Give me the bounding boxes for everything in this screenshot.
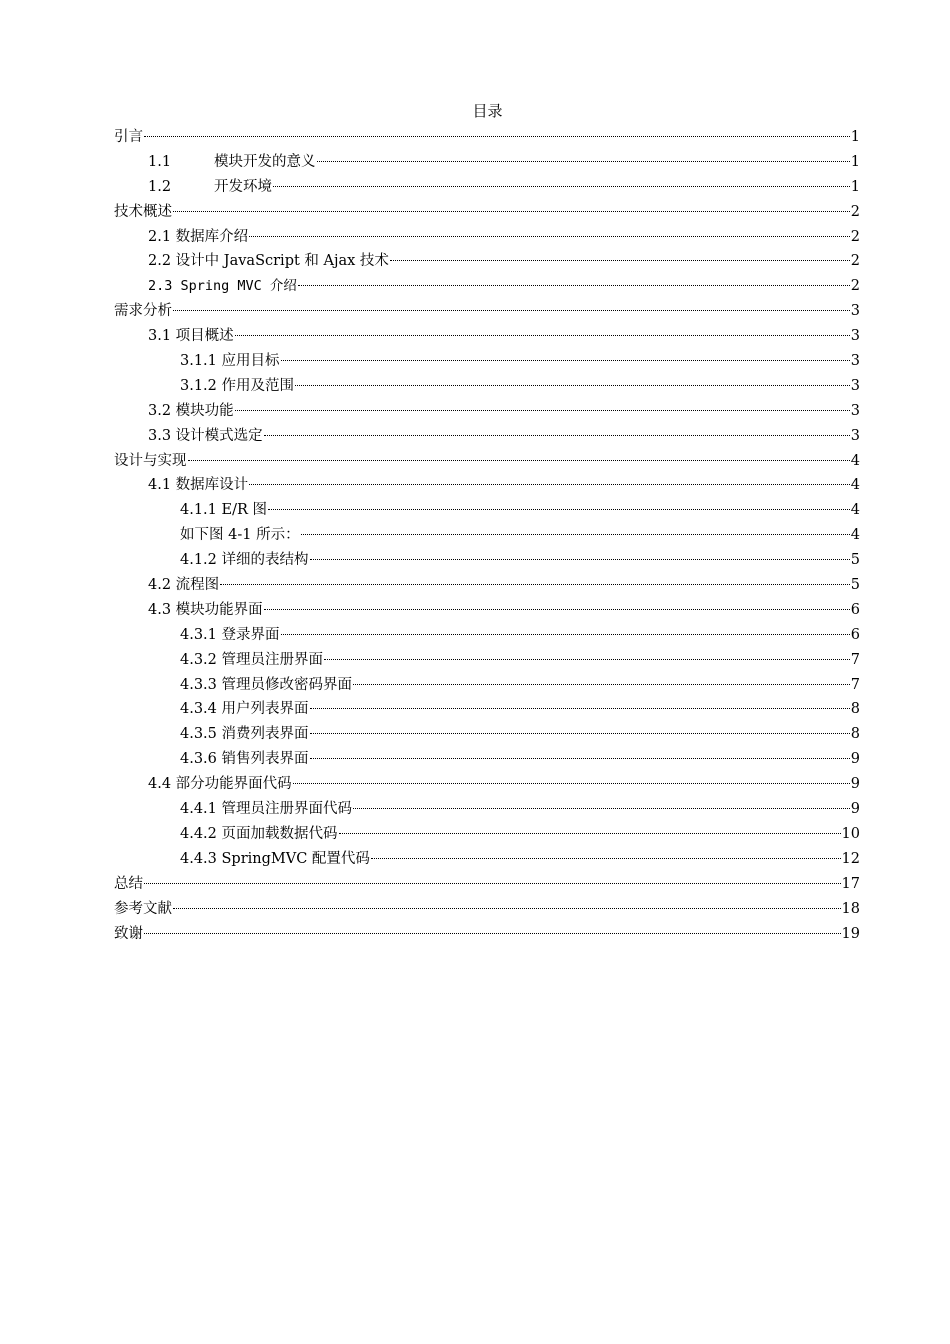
- toc-page-number: 17: [841, 875, 860, 892]
- toc-entry[interactable]: [114, 176, 860, 201]
- toc-page-number: 2: [850, 278, 860, 295]
- toc-page-number: 3: [850, 402, 860, 419]
- toc-entry-label: 引言: [114, 129, 143, 145]
- toc-entry-label: 模块开发的意义: [214, 153, 316, 170]
- toc-leader-dots: [295, 385, 850, 386]
- toc-entry-label: 2.1 数据库介绍: [148, 228, 249, 245]
- toc-entry-label: 4.3.4 用户列表界面: [180, 701, 309, 718]
- toc-leader-dots: [310, 733, 850, 734]
- toc-entry[interactable]: [114, 624, 860, 649]
- toc-page-number: 4: [850, 477, 860, 494]
- toc-entry[interactable]: [114, 823, 860, 848]
- toc-leader-dots: [298, 285, 850, 286]
- toc-entry-label: 总结: [114, 875, 143, 892]
- toc-page-number: 2: [850, 228, 860, 245]
- toc-page-number: 4: [850, 452, 860, 469]
- toc-entry[interactable]: [114, 275, 860, 300]
- toc-leader-dots: [317, 161, 850, 162]
- toc-leader-dots: [173, 310, 850, 311]
- toc-page-number: 5: [850, 577, 860, 594]
- toc-entry[interactable]: [114, 549, 860, 574]
- toc-entry-label: 4.3.5 消费列表界面: [180, 726, 309, 743]
- toc-page-number: 3: [850, 303, 860, 320]
- toc-entry-label: 4.1.2 详细的表结构: [180, 552, 309, 569]
- toc-entry[interactable]: [114, 698, 860, 723]
- toc-leader-dots: [310, 708, 850, 709]
- toc-entry-label: 2.3 Spring MVC 介绍: [148, 278, 297, 295]
- toc-page-number: 3: [850, 353, 860, 370]
- toc-entry[interactable]: [114, 599, 860, 624]
- toc-leader-dots: [390, 260, 850, 261]
- toc-page-number: 8: [850, 726, 860, 743]
- toc-leader-dots: [235, 410, 850, 411]
- toc-entry-label: 4.2 流程图: [148, 577, 220, 594]
- toc-entry[interactable]: [114, 375, 860, 400]
- toc-entry-label: 3.3 设计模式选定: [148, 427, 263, 444]
- toc-page-number: 9: [850, 801, 860, 818]
- toc-leader-dots: [353, 684, 850, 685]
- toc-entry-label: 参考文献: [114, 900, 172, 917]
- toc-entry-label: 3.2 模块功能: [148, 402, 234, 419]
- toc-entry[interactable]: [114, 201, 860, 226]
- toc-leader-dots: [310, 758, 850, 759]
- toc-page-number: 3: [850, 427, 860, 444]
- toc-entry-label: 4.3.1 登录界面: [180, 626, 280, 643]
- toc-leader-dots: [144, 933, 841, 934]
- toc-entry-label: 4.3.6 销售列表界面: [180, 751, 309, 768]
- toc-page-number: 7: [850, 651, 860, 668]
- toc-entry[interactable]: [114, 126, 860, 151]
- toc-entry[interactable]: [114, 649, 860, 674]
- toc-entry[interactable]: [114, 674, 860, 699]
- toc-leader-dots: [188, 460, 850, 461]
- toc-entry-label: 4.4.3 SpringMVC 配置代码: [180, 850, 370, 867]
- toc-leader-dots: [235, 335, 850, 336]
- toc-entry[interactable]: [114, 798, 860, 823]
- toc-title: 目录: [472, 102, 503, 120]
- toc-leader-dots: [144, 136, 850, 137]
- toc-entry-label: 4.4.1 管理员注册界面代码: [180, 801, 353, 818]
- toc-entry[interactable]: [114, 226, 860, 251]
- toc-leader-dots: [249, 484, 850, 485]
- toc-leader-dots: [144, 883, 841, 884]
- toc-page-number: 1: [850, 153, 860, 170]
- toc-page-number: 9: [850, 751, 860, 768]
- toc-entry[interactable]: [114, 524, 860, 549]
- toc-page-number: 12: [841, 850, 860, 867]
- toc-entry[interactable]: [114, 773, 860, 798]
- toc-page-number: 19: [841, 925, 860, 942]
- toc-leader-dots: [264, 435, 850, 436]
- toc-entry-label: 设计与实现: [114, 452, 187, 469]
- toc-entry[interactable]: [114, 474, 860, 499]
- toc-entry[interactable]: [114, 723, 860, 748]
- toc-entry[interactable]: [114, 450, 860, 475]
- toc-leader-dots: [281, 360, 850, 361]
- toc-page-number: 5: [850, 552, 860, 569]
- toc-entry[interactable]: [114, 250, 860, 275]
- toc-leader-dots: [220, 584, 850, 585]
- toc-entry-label: 4.3.2 管理员注册界面: [180, 651, 324, 668]
- toc-entry-label: 4.4.2 页面加载数据代码: [180, 825, 338, 842]
- toc-entry-label: 4.3 模块功能界面: [148, 601, 263, 618]
- toc-entry[interactable]: [114, 350, 860, 375]
- toc-leader-dots: [371, 858, 841, 859]
- toc-entry-label: 4.3.3 管理员修改密码界面: [180, 676, 353, 693]
- toc-page-number: 8: [850, 701, 860, 718]
- toc-entry[interactable]: [114, 400, 860, 425]
- toc-entry-label: 需求分析: [114, 303, 172, 320]
- toc-entry-label: 3.1.2 作用及范围: [180, 377, 295, 394]
- toc-page-number: 10: [841, 825, 860, 842]
- toc-page-number: 4: [850, 527, 860, 544]
- toc-entry-label: 2.2 设计中 JavaScript 和 Ajax 技术: [148, 253, 389, 270]
- toc-leader-dots: [281, 634, 850, 635]
- toc-entry[interactable]: [114, 325, 860, 350]
- toc-page-number: 6: [850, 601, 860, 618]
- toc-entry[interactable]: [114, 748, 860, 773]
- toc-page-number: 2: [850, 253, 860, 270]
- toc-entry-label: 4.4 部分功能界面代码: [148, 776, 292, 793]
- toc-leader-dots: [273, 186, 850, 187]
- toc-leader-dots: [264, 609, 850, 610]
- toc-entry-label: 4.1 数据库设计: [148, 477, 249, 494]
- toc-leader-dots: [310, 559, 850, 560]
- toc-entry[interactable]: [114, 923, 860, 948]
- toc-page-number: 1: [850, 178, 860, 195]
- toc-entry-label: 3.1 项目概述: [148, 328, 234, 345]
- toc-entry[interactable]: [114, 151, 860, 176]
- toc-entry[interactable]: [114, 499, 860, 524]
- toc-entry-number: 1.2: [148, 178, 172, 195]
- toc-entry-label: 3.1.1 应用目标: [180, 353, 280, 370]
- toc-entry[interactable]: [114, 848, 860, 873]
- toc-page-number: 3: [850, 377, 860, 394]
- toc-page-number: 18: [841, 900, 860, 917]
- table-of-contents: [114, 126, 860, 947]
- toc-leader-dots: [173, 908, 841, 909]
- toc-page-number: 4: [850, 502, 860, 519]
- toc-entry-label: 致谢: [114, 925, 143, 942]
- toc-leader-dots: [353, 808, 850, 809]
- toc-page-number: 7: [850, 676, 860, 693]
- toc-entry-label: 如下图 4-1 所示：: [180, 527, 300, 544]
- toc-entry-number: 1.1: [148, 153, 172, 170]
- toc-page-number: 3: [850, 328, 860, 345]
- toc-entry[interactable]: [114, 425, 860, 450]
- toc-leader-dots: [268, 509, 850, 510]
- toc-entry-label: 4.1.1 E/R 图: [180, 502, 267, 519]
- toc-leader-dots: [339, 833, 841, 834]
- toc-entry-label: 开发环境: [214, 178, 272, 195]
- toc-entry[interactable]: [114, 898, 860, 923]
- toc-page-number: 6: [850, 626, 860, 643]
- toc-page-number: 2: [850, 203, 860, 220]
- toc-leader-dots: [293, 783, 850, 784]
- toc-page-number: 1: [850, 129, 860, 145]
- toc-entry[interactable]: [114, 574, 860, 599]
- toc-entry-label: 技术概述: [114, 203, 172, 220]
- toc-leader-dots: [249, 236, 850, 237]
- toc-leader-dots: [324, 659, 850, 660]
- toc-page-number: 9: [850, 776, 860, 793]
- toc-leader-dots: [173, 211, 850, 212]
- toc-entry[interactable]: [114, 300, 860, 325]
- toc-leader-dots: [301, 534, 850, 535]
- toc-entry[interactable]: [114, 873, 860, 898]
